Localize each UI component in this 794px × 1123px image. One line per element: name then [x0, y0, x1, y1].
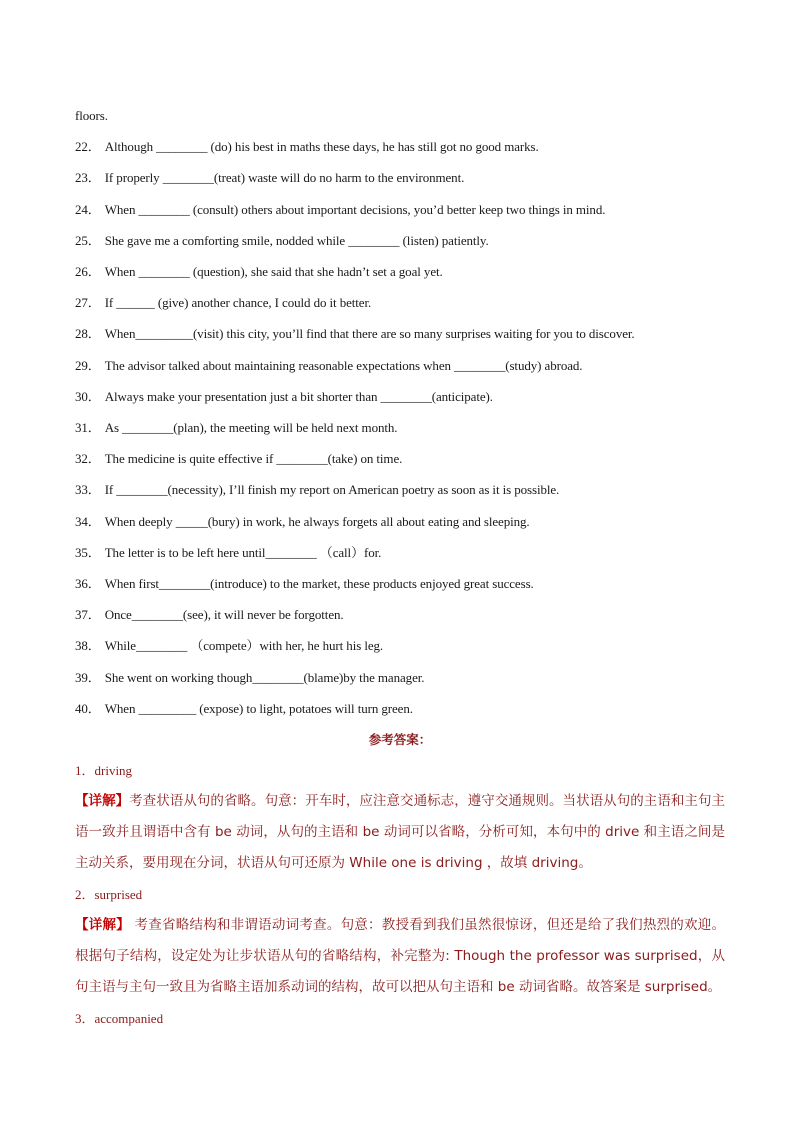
question-number: 40．: [75, 700, 101, 716]
question-text: If ________(necessity), I’ll finish my report on American poetry as soon as it is possible.: [104, 482, 560, 498]
question-text: As ________(plan), the meeting will be held next month.: [104, 420, 398, 436]
question-number: 31．: [75, 420, 101, 436]
question-number: 27．: [75, 295, 101, 311]
answer-detail: [75, 786, 725, 879]
question-text: When first________(introduce) to the market, these products enjoyed great success.: [104, 576, 534, 592]
question-text: When_________(visit) this city, you’ll find that there are so many surprises waiting for you to discover.: [104, 326, 635, 342]
answer-detail: [75, 910, 725, 1003]
question-item: [75, 318, 725, 349]
question-item: [75, 537, 725, 568]
detail-tag: 【详解】: [75, 917, 130, 934]
question-item: [75, 412, 725, 443]
question-item: [75, 225, 725, 256]
question-item: [75, 599, 725, 630]
detail-text: 考查省略结构和非谓语动词考查。句意：教授看到我们虽然很惊讶，但还是给了我们热烈的欢迎。根据句子结构，设定处为让步状语从句的省略结构，补完整为: Though the professor was surprised，从句主语与主句一致且为省略主语加系动词的结构，故可以把从句主语和 be 动词省略。故答案是 surprised。: [75, 917, 726, 996]
question-text: If ______ (give) another chance, I could do it better.: [104, 295, 372, 311]
question-item: [75, 443, 725, 474]
question-number: 26．: [75, 264, 101, 280]
question-number: 28．: [75, 326, 101, 342]
question-item: [75, 506, 725, 537]
answer-label: 1．driving: [75, 763, 133, 779]
question-text: When ________ (question), she said that she hadn’t set a goal yet.: [104, 264, 443, 280]
question-text: The letter is to be left here until________ （call）for.: [104, 544, 382, 560]
question-number: 38．: [75, 638, 101, 654]
question-item: [75, 162, 725, 193]
question-item: [75, 693, 725, 724]
question-number: 22．: [75, 139, 101, 155]
question-number: 30．: [75, 388, 101, 404]
question-item: [75, 350, 725, 381]
question-number: 35．: [75, 544, 101, 560]
answer-label: 2．surprised: [75, 887, 143, 903]
question-item: [75, 381, 725, 412]
question-text: When ________ (consult) others about important decisions, you’d better keep two things in mind.: [104, 201, 606, 217]
question-text: The advisor talked about maintaining reasonable expectations when ________(study) abroad.: [104, 357, 583, 373]
question-item: [75, 474, 725, 505]
question-number: 36．: [75, 576, 101, 592]
question-item: [75, 568, 725, 599]
answers-heading: 参考答案：: [368, 732, 432, 748]
question-item: [75, 662, 725, 693]
answer-label: 3．accompanied: [75, 1011, 164, 1027]
question-text: Once________(see), it will never be forgotten.: [104, 607, 344, 623]
question-number: 29．: [75, 357, 101, 373]
question-text: The medicine is quite effective if ________(take) on time.: [104, 451, 403, 467]
question-item: [75, 287, 725, 318]
question-number: 39．: [75, 669, 101, 685]
question-number: 33．: [75, 482, 101, 498]
answer-list: [75, 755, 725, 1034]
question-item: [75, 256, 725, 287]
question-list: [75, 131, 725, 724]
question-text: When _________ (expose) to light, potatoes will turn green.: [104, 700, 413, 716]
top-fragment: floors.: [75, 108, 108, 123]
question-item: [75, 194, 725, 225]
question-text: If properly ________(treat) waste will do no harm to the environment.: [104, 170, 465, 186]
question-text: She went on working though________(blame)by the manager.: [104, 669, 425, 685]
question-text: While________ （compete）with her, he hurt his leg.: [104, 638, 384, 654]
question-text: Always make your presentation just a bit shorter than ________(anticipate).: [104, 388, 493, 404]
detail-tag: 【详解】: [75, 793, 130, 810]
question-number: 37．: [75, 607, 101, 623]
question-number: 23．: [75, 170, 101, 186]
question-number: 25．: [75, 232, 101, 248]
question-number: 32．: [75, 451, 101, 467]
document-page: [75, 100, 725, 1034]
detail-text: 考查状语从句的省略。句意：开车时，应注意交通标志，遵守交通规则。当状语从句的主语和主句主语一致并且谓语中含有 be 动词，从句的主语和 be 动词可以省略，分析可知，本句中的 drive 和主语之间是主动关系，要用现在分词，状语从句可还原为 While one is driving ，故填 driving。: [75, 793, 726, 872]
question-number: 34．: [75, 513, 101, 529]
question-item: [75, 131, 725, 162]
question-item: [75, 630, 725, 661]
question-text: She gave me a comforting smile, nodded while ________ (listen) patiently.: [104, 232, 489, 248]
question-text: Although ________ (do) his best in maths these days, he has still got no good marks.: [104, 139, 539, 155]
question-number: 24．: [75, 201, 101, 217]
question-text: When deeply _____(bury) in work, he always forgets all about eating and sleeping.: [104, 513, 530, 529]
